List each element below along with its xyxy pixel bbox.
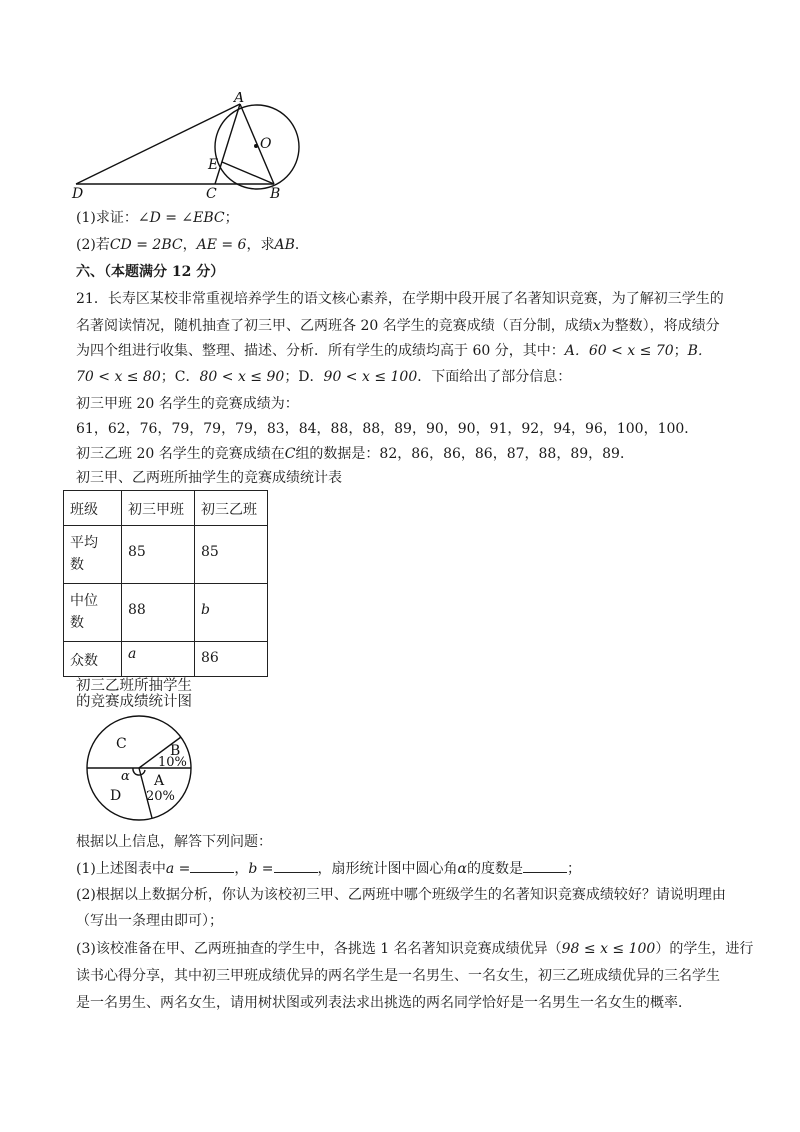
yi-c-scores: 初三乙班 20 名学生的竞赛成绩在C组的数据是：82，86，86，86，87，88，89，89．: [76, 446, 634, 462]
segment-AC: [215, 104, 240, 184]
pie-label-D: D: [110, 788, 122, 804]
blank-b[interactable]: [274, 858, 318, 873]
label-A: A: [234, 92, 245, 106]
stats-table: [63, 490, 268, 677]
label-D: D: [72, 186, 84, 202]
pie-alpha: α: [121, 769, 130, 784]
label-O: O: [260, 136, 272, 152]
question-2-line1: (2)根据以上数据分析，你认为该校初三甲、乙两班中哪个班级学生的名著知识竞赛成绩较好？请说明理由: [76, 887, 726, 903]
section-header: 六、（本题满分 12 分）: [76, 264, 225, 280]
geometry-figure: [60, 92, 310, 202]
pie-caption-line2: 的竞赛成绩统计图: [76, 694, 192, 710]
pie-label-A: A: [154, 773, 165, 789]
table-row: [64, 642, 268, 677]
q21-line4: 70 < x ≤ 80；C．80 < x ≤ 90；D．90 < x ≤ 100．下面给出了部分信息：: [76, 369, 572, 385]
jia-title: 初三甲班 20 名学生的竞赛成绩为：: [76, 396, 299, 412]
pie-chart: [74, 712, 206, 824]
jia-value: 85: [122, 526, 195, 584]
center-O-dot: [254, 144, 258, 148]
yi-value: 85: [195, 526, 268, 584]
prompt: 根据以上信息，解答下列问题：: [76, 834, 272, 850]
row-label: 中位 数: [64, 584, 122, 642]
row-label: 平均 数: [64, 526, 122, 584]
table-caption: 初三甲、乙两班所抽学生的竞赛成绩统计表: [76, 470, 342, 486]
jia-scores: 61，62，76，79，79，79，83，84，88，88，89，90，90，91，92，94，96，100，100．: [76, 421, 699, 437]
jia-value: 88: [122, 584, 195, 642]
jia-value: a: [122, 642, 195, 677]
table-header-cell: 班级: [64, 491, 122, 526]
row-label: 众数: [64, 642, 122, 677]
question-2-line2: （写出一条理由即可）；: [76, 913, 223, 929]
pie-label-A-pct: 20%: [146, 789, 175, 804]
yi-value: 86: [195, 642, 268, 677]
question-3-line1: (3)该校准备在甲、乙两班抽查的学生中，各挑选 1 名名著知识竞赛成绩优异（98 ≤ x ≤ 100）的学生，进行: [76, 941, 754, 957]
table-header-cell: 初三乙班: [195, 491, 268, 526]
pie-caption-line1: 初三乙班所抽学生: [76, 678, 192, 694]
question-3-line3: 是一名男生、两名女生，请用树状图或列表法求出挑选的两名同学恰好是一名男生一名女生的概率．: [76, 995, 692, 1011]
blank-a[interactable]: [190, 858, 234, 873]
table-row: [64, 584, 268, 642]
question-1: (1)上述图表中a = ，b = ，扇形统计图中圆心角α的度数是 ；: [76, 858, 581, 879]
pie-label-B-pct: 10%: [158, 755, 187, 770]
pie-label-B: B: [170, 743, 181, 759]
blank-alpha[interactable]: [523, 858, 567, 873]
q21-line1: 21．长寿区某校非常重视培养学生的语文核心素养，在学期中段开展了名著知识竞赛，为了解初三学生的: [76, 291, 724, 307]
pie-label-C: C: [116, 736, 127, 752]
table-header-row: [64, 491, 268, 526]
table-header-cell: 初三甲班: [122, 491, 195, 526]
q20-part2: (2)若CD = 2BC，AE = 6，求AB．: [76, 237, 309, 253]
label-C: C: [206, 186, 217, 202]
q21-line3: 为四个组进行收集、整理、描述、分析．所有学生的成绩均高于 60 分，其中：A．60 < x ≤ 70；B．: [76, 343, 712, 359]
q20-part1: (1)求证：∠D = ∠EBC；: [76, 210, 239, 226]
question-3-line2: 读书心得分享，其中初三甲班成绩优异的两名学生是一名男生、一名女生，初三乙班成绩优异的三名学生: [76, 968, 720, 984]
q21-line2: 名著阅读情况，随机抽查了初三甲、乙两班各 20 名学生的竞赛成绩（百分制，成绩x为整数），将成绩分: [76, 318, 720, 334]
label-E: E: [208, 157, 219, 173]
yi-value: b: [195, 584, 268, 642]
label-B: B: [270, 186, 281, 202]
table-row: [64, 526, 268, 584]
